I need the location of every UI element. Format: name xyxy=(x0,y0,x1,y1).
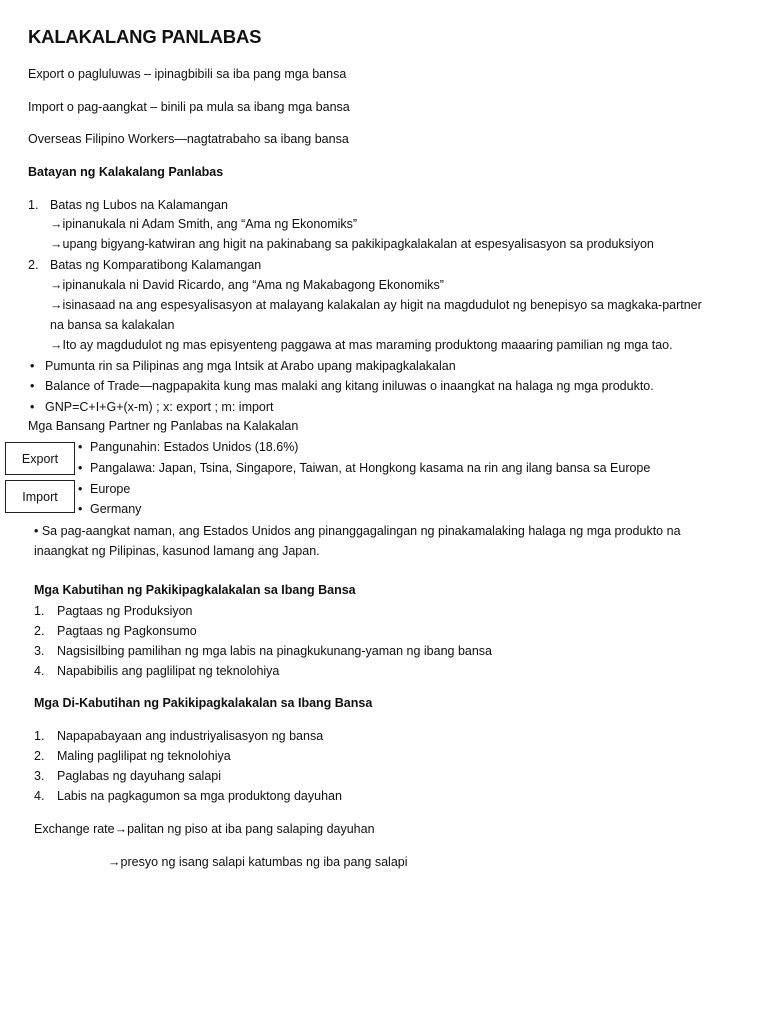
export-label-box: Export xyxy=(5,442,75,475)
bullet-icon: • xyxy=(30,400,35,414)
disadvantages-heading: Mga Di-Kabutihan ng Pakikipagkalakalan sa Ibang Bansa xyxy=(34,696,373,710)
partner-item: Germany xyxy=(90,502,142,516)
import-label-box: Import xyxy=(5,480,75,513)
bullet-icon: • xyxy=(30,379,35,393)
batayan-item-title: Batas ng Lubos na Kalamangan xyxy=(50,198,228,212)
batayan-item-line: na bansa sa kalakalan xyxy=(50,318,175,332)
bullet-icon: • xyxy=(78,440,83,454)
batayan-item-line: →ipinanukala ni David Ricardo, ang “Ama ng Makabagong Ekonomiks” xyxy=(50,278,444,292)
batayan-item-line: →Ito ay magdudulot ng mas episyenteng paggawa at mas maraming produktong maaaring pamilian ng mga tao. xyxy=(50,338,673,352)
disadvantage-item: Napapabayaan ang industriyalisasyon ng bansa xyxy=(57,729,324,743)
batayan-item-line: →isinasaad na ang espesyalisasyon at malayang kalakalan ay higit na magdudulot ng benepisyo sa magkaka-partner xyxy=(50,298,702,312)
bullet-icon: • xyxy=(78,461,83,475)
benefit-item: Nagsisilbing pamilihan ng mga labis na pinagkukunang-yaman ng ibang bansa xyxy=(57,644,493,658)
batayan-item-line: →ipinanukala ni Adam Smith, ang “Ama ng Ekonomiks” xyxy=(50,217,358,231)
bullet-icon: • xyxy=(78,482,83,496)
partner-item: Europe xyxy=(90,482,131,496)
list-item-number: 3. xyxy=(34,644,45,658)
ofw-definition: Overseas Filipino Workers—nagtatrabaho sa ibang bansa xyxy=(28,132,349,146)
list-item-number: 1. xyxy=(28,198,39,212)
import-note-line: • Sa pag-aangkat naman, ang Estados Unidos ang pinanggagalingan ng pinakamalaking halaga ng mga produkto na xyxy=(34,524,681,538)
list-item-number: 3. xyxy=(34,769,45,783)
benefit-item: Napabibilis ang paglilipat ng teknolohiya xyxy=(57,664,280,678)
bullet-icon: • xyxy=(78,502,83,516)
batayan-item-title: Batas ng Komparatibong Kalamangan xyxy=(50,258,262,272)
partner-item: Pangunahin: Estados Unidos (18.6%) xyxy=(90,440,299,454)
batayan-item-line: →upang bigyang-katwiran ang higit na pakinabang sa pakikipagkalakalan at espesyalisasyon sa produksiyon xyxy=(50,237,654,251)
disadvantage-item: Labis na pagkagumon sa mga produktong dayuhan xyxy=(57,789,342,803)
exchange-rate-line: →presyo ng isang salapi katumbas ng iba pang salapi xyxy=(108,855,408,869)
list-item-number: 4. xyxy=(34,664,45,678)
list-item-number: 2. xyxy=(28,258,39,272)
benefits-heading: Mga Kabutihan ng Pakikipagkalakalan sa Ibang Bansa xyxy=(34,583,356,597)
bullet-text: GNP=C+I+G+(x-m) ; x: export ; m: import xyxy=(45,400,274,414)
list-item-number: 4. xyxy=(34,789,45,803)
import-definition: Import o pag-aangkat – binili pa mula sa ibang mga bansa xyxy=(28,100,350,114)
benefit-item: Pagtaas ng Pagkonsumo xyxy=(57,624,197,638)
list-item-number: 1. xyxy=(34,729,45,743)
bullet-text: Balance of Trade—nagpapakita kung mas malaki ang kitang iniluwas o inaangkat na halaga ng mga produkto. xyxy=(45,379,654,393)
exchange-rate-line: Exchange rate→palitan ng piso at iba pang salaping dayuhan xyxy=(34,822,375,836)
bullet-icon: • xyxy=(30,359,35,373)
import-note-line: inaangkat ng Pilipinas, kasunod lamang ang Japan. xyxy=(34,544,320,558)
disadvantage-item: Paglabas ng dayuhang salapi xyxy=(57,769,222,783)
list-item-number: 2. xyxy=(34,624,45,638)
disadvantage-item: Maling paglilipat ng teknolohiya xyxy=(57,749,231,763)
list-item-number: 1. xyxy=(34,604,45,618)
benefit-item: Pagtaas ng Produksiyon xyxy=(57,604,193,618)
bullet-text: Pumunta rin sa Pilipinas ang mga Intsik at Arabo upang makipagkalakalan xyxy=(45,359,456,373)
partners-heading: Mga Bansang Partner ng Panlabas na Kalakalan xyxy=(28,419,299,433)
batayan-heading: Batayan ng Kalakalang Panlabas xyxy=(28,165,224,179)
partner-item: Pangalawa: Japan, Tsina, Singapore, Taiwan, at Hongkong kasama na rin ang ilang bansa sa Europe xyxy=(90,461,651,475)
list-item-number: 2. xyxy=(34,749,45,763)
export-definition: Export o pagluluwas – ipinagbibili sa iba pang mga bansa xyxy=(28,67,347,81)
page-title: KALAKALANG PANLABAS xyxy=(28,26,262,47)
